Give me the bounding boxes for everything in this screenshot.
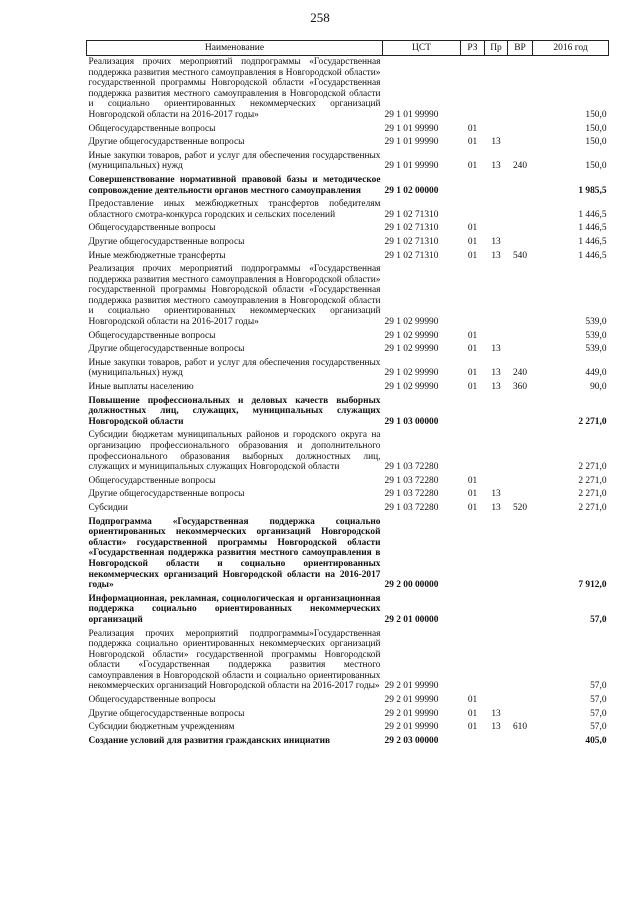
table-row <box>87 475 609 489</box>
row-cst: 29 1 01 99990 <box>384 109 439 120</box>
table-row <box>87 198 609 222</box>
row-name: Другие общегосударственные вопросы <box>88 236 245 247</box>
table-row <box>87 123 609 137</box>
budget-table <box>86 40 609 748</box>
row-cst: 29 1 02 99990 <box>384 317 439 328</box>
table-row <box>87 395 609 430</box>
row-rz <box>461 429 485 474</box>
row-vr <box>508 488 533 502</box>
row-pr: 13 <box>491 368 501 379</box>
row-amount: 539,0 <box>585 317 607 328</box>
row-rz: 01 <box>467 695 478 706</box>
row-name: Общегосударственные вопросы <box>88 695 216 706</box>
row-rz <box>461 628 485 695</box>
row-name: Предоставление иных межбюджетных трансфертов победителям областного смотра-конкурса городских и сельских поселений <box>88 199 381 220</box>
row-rz <box>461 263 485 330</box>
row-pr <box>485 123 508 137</box>
row-name: Подпрограмма «Государственная поддержка социально ориентированных некоммерческих организаций Новгородской области» государственной программы Новгородской области «Государственная поддержка развития местного самоуправления в Новгородской области и социально ориентированных некоммерческих организаций Новгородской области на 2016-2017 годы» <box>88 516 381 591</box>
row-cst: 29 2 01 99990 <box>384 695 439 706</box>
row-rz: 01 <box>467 344 478 355</box>
row-amount: 150,0 <box>585 137 607 148</box>
row-cst: 29 1 01 99990 <box>384 137 439 148</box>
row-rz <box>461 516 485 593</box>
row-amount: 1 446,5 <box>578 223 607 234</box>
row-vr <box>508 628 533 695</box>
row-name: Реализация прочих мероприятий подпрограммы «Государственная поддержка развития местного самоуправления в Новгородской области» государственной программы Новгородской области «Государственная поддержка развития местного самоуправления в Новгородской области и социально ориентированных некоммерческих организаций Новгородской области на 2016-2017 годы» <box>88 264 381 328</box>
row-vr: 360 <box>512 382 528 393</box>
row-name: Другие общегосударственные вопросы <box>88 137 245 148</box>
row-rz <box>461 395 485 430</box>
row-amount: 1 446,5 <box>578 236 607 247</box>
row-name: Общегосударственные вопросы <box>88 330 216 341</box>
row-pr <box>485 735 508 749</box>
header-year: 2016 год <box>533 41 609 56</box>
row-rz: 01 <box>467 722 478 733</box>
row-name: Информационная, рекламная, социологическая и организационная поддержка социально ориентированных некоммерческих организаций <box>88 593 381 625</box>
row-amount: 2 271,0 <box>578 502 607 513</box>
row-cst: 29 1 03 72280 <box>384 489 439 500</box>
table-row <box>87 735 609 749</box>
row-amount: 57,0 <box>590 681 607 692</box>
row-cst: 29 1 03 72280 <box>384 462 439 473</box>
table-row <box>87 516 609 593</box>
row-cst: 29 1 03 72280 <box>384 475 439 486</box>
row-pr: 13 <box>491 236 501 247</box>
row-cst: 29 2 01 00000 <box>384 614 439 625</box>
row-cst: 29 2 01 99990 <box>384 708 439 719</box>
row-pr: 13 <box>491 344 501 355</box>
row-name: Другие общегосударственные вопросы <box>88 344 245 355</box>
row-amount: 150,0 <box>585 161 607 172</box>
row-rz: 01 <box>467 330 478 341</box>
row-vr <box>508 395 533 430</box>
header-cst: ЦСТ <box>383 41 461 56</box>
table-row <box>87 236 609 250</box>
row-rz: 01 <box>467 368 478 379</box>
row-vr <box>508 429 533 474</box>
row-name: Общегосударственные вопросы <box>88 123 216 134</box>
row-name: Повышение профессиональных и деловых качеств выборных должностных лиц, служащих, муниципальных служащих Новгородской области <box>88 395 381 427</box>
header-name: Наименование <box>87 41 383 56</box>
row-amount: 1 446,5 <box>578 209 607 220</box>
row-name: Иные межбюджетные трансферты <box>88 250 226 261</box>
row-name: Иные закупки товаров, работ и услуг для обеспечения государственных (муниципальных) нужд <box>88 150 381 172</box>
row-pr <box>485 593 508 628</box>
row-amount: 1 446,5 <box>578 250 607 261</box>
row-name: Субсидии бюджетным учреждениям <box>88 722 235 733</box>
row-cst: 29 1 02 71310 <box>384 236 439 247</box>
row-cst: 29 1 01 99990 <box>384 161 439 172</box>
row-vr <box>508 708 533 722</box>
row-rz: 01 <box>467 250 478 261</box>
row-pr <box>485 222 508 236</box>
table-row <box>87 381 609 395</box>
row-vr <box>508 222 533 236</box>
table-row <box>87 708 609 722</box>
row-cst: 29 1 01 99990 <box>384 123 439 134</box>
row-rz <box>461 735 485 749</box>
row-rz <box>461 593 485 628</box>
table-row <box>87 488 609 502</box>
row-amount: 57,0 <box>590 722 607 733</box>
row-name: Совершенствование нормативной правовой базы и методическое сопровождение деятельности органов местного самоуправления <box>88 174 381 196</box>
row-rz <box>461 56 485 123</box>
row-rz: 01 <box>467 382 478 393</box>
row-vr: 240 <box>512 368 528 379</box>
row-vr: 610 <box>512 722 528 733</box>
row-pr <box>485 628 508 695</box>
row-rz <box>461 174 485 198</box>
row-cst: 29 1 02 99990 <box>384 368 439 379</box>
row-rz: 01 <box>467 236 478 247</box>
table-row <box>87 343 609 357</box>
row-pr <box>485 198 508 222</box>
row-pr <box>485 516 508 593</box>
header-pr: Пр <box>485 41 508 56</box>
row-rz: 01 <box>467 475 478 486</box>
row-vr <box>508 330 533 344</box>
row-name: Иные выплаты населению <box>88 382 194 393</box>
row-cst: 29 1 02 00000 <box>384 185 439 196</box>
row-amount: 2 271,0 <box>578 462 607 473</box>
table-row <box>87 56 609 123</box>
table-row <box>87 502 609 516</box>
table-row <box>87 263 609 330</box>
row-pr: 13 <box>491 250 501 261</box>
row-cst: 29 2 00 00000 <box>384 580 439 591</box>
table-row <box>87 250 609 264</box>
row-vr: 240 <box>512 161 528 172</box>
row-amount: 150,0 <box>585 109 607 120</box>
row-vr <box>508 198 533 222</box>
row-cst: 29 1 03 00000 <box>384 416 439 427</box>
row-amount: 2 271,0 <box>578 416 607 427</box>
row-amount: 150,0 <box>585 123 607 134</box>
table-row <box>87 136 609 150</box>
row-name: Иные закупки товаров, работ и услуг для обеспечения государственных (муниципальных) нужд <box>88 357 381 379</box>
row-vr <box>508 735 533 749</box>
table-row <box>87 330 609 344</box>
row-pr: 13 <box>491 502 501 513</box>
row-name: Реализация прочих мероприятий подпрограммы «Государственная поддержка развития местного самоуправления в Новгородской области» государственной программы Новгородской области «Государственная поддержка развития местного самоуправления в Новгородской области и социально ориентированных некоммерческих организаций Новгородской области на 2016-2017 годы» <box>88 57 381 120</box>
row-cst: 29 1 02 99990 <box>384 382 439 393</box>
row-rz: 01 <box>467 489 478 500</box>
row-name: Реализация прочих мероприятий подпрограммы»Государственная поддержка социально ориентированных некоммерческих организаций Новгородской области» государственной программы Новгородской области «Государственная поддержка развития местного самоуправления в Новгородской области и социально ориентированных некоммерческих организаций Новгородской области на 2016-2017 годы» <box>88 628 381 692</box>
row-amount: 57,0 <box>590 695 607 706</box>
table-row <box>87 150 609 174</box>
table-row <box>87 222 609 236</box>
row-name: Субсидии <box>88 502 128 513</box>
header-vr: ВР <box>508 41 533 56</box>
row-amount: 405,0 <box>585 735 607 746</box>
row-amount: 57,0 <box>590 708 607 719</box>
row-cst: 29 1 02 71310 <box>384 250 439 261</box>
row-name: Общегосударственные вопросы <box>88 475 216 486</box>
row-vr: 520 <box>512 502 528 513</box>
row-pr <box>485 330 508 344</box>
row-vr <box>508 516 533 593</box>
row-cst: 29 1 02 71310 <box>384 223 439 234</box>
row-cst: 29 1 02 71310 <box>384 209 439 220</box>
table-row <box>87 628 609 695</box>
row-pr <box>485 174 508 198</box>
row-pr <box>485 395 508 430</box>
row-pr <box>485 475 508 489</box>
row-name: Создание условий для развития гражданских инициатив <box>88 735 331 746</box>
row-amount: 2 271,0 <box>578 475 607 486</box>
row-vr <box>508 593 533 628</box>
row-name: Общегосударственные вопросы <box>88 223 216 234</box>
row-name: Другие общегосударственные вопросы <box>88 708 245 719</box>
row-amount: 57,0 <box>590 614 607 625</box>
row-vr <box>508 123 533 137</box>
row-amount: 539,0 <box>585 344 607 355</box>
row-rz: 01 <box>467 223 478 234</box>
row-pr: 13 <box>491 161 501 172</box>
row-name: Субсидии бюджетам муниципальных районов и городского округа на организацию профессионального образования и дополнительного профессионального образования выборных должностных лиц, служащих и муниципальных служащих Новгородской области <box>88 430 381 473</box>
row-amount: 7 912,0 <box>578 580 607 591</box>
row-pr <box>485 429 508 474</box>
row-pr <box>485 694 508 708</box>
table-row <box>87 429 609 474</box>
row-pr: 13 <box>491 708 501 719</box>
row-cst: 29 2 01 99990 <box>384 722 439 733</box>
row-amount: 449,0 <box>585 368 607 379</box>
row-vr <box>508 263 533 330</box>
row-cst: 29 2 01 99990 <box>384 681 439 692</box>
row-vr <box>508 694 533 708</box>
row-rz: 01 <box>467 123 478 134</box>
header-rz: РЗ <box>461 41 485 56</box>
row-cst: 29 1 03 72280 <box>384 502 439 513</box>
table-row <box>87 357 609 381</box>
row-cst: 29 2 03 00000 <box>384 735 439 746</box>
row-rz <box>461 198 485 222</box>
row-amount: 90,0 <box>590 382 607 393</box>
row-pr: 13 <box>491 722 501 733</box>
row-pr <box>485 56 508 123</box>
row-vr <box>508 236 533 250</box>
table-body <box>87 56 609 749</box>
row-amount: 539,0 <box>585 330 607 341</box>
table-row <box>87 174 609 198</box>
table-row <box>87 694 609 708</box>
table-header <box>87 41 609 56</box>
row-vr <box>508 56 533 123</box>
row-vr <box>508 174 533 198</box>
row-vr <box>508 343 533 357</box>
row-pr <box>485 263 508 330</box>
row-cst: 29 1 02 99990 <box>384 344 439 355</box>
table-row <box>87 721 609 735</box>
row-pr: 13 <box>491 489 501 500</box>
row-vr <box>508 475 533 489</box>
row-amount: 1 985,5 <box>578 185 607 196</box>
page-number: 258 <box>310 10 330 25</box>
row-name: Другие общегосударственные вопросы <box>88 489 245 500</box>
row-rz: 01 <box>467 708 478 719</box>
row-rz: 01 <box>467 137 478 148</box>
row-amount: 2 271,0 <box>578 489 607 500</box>
row-vr: 540 <box>512 250 528 261</box>
row-rz: 01 <box>467 502 478 513</box>
row-rz: 01 <box>467 161 478 172</box>
table-row <box>87 593 609 628</box>
row-pr: 13 <box>491 137 501 148</box>
row-pr: 13 <box>491 382 501 393</box>
row-vr <box>508 136 533 150</box>
row-cst: 29 1 02 99990 <box>384 330 439 341</box>
